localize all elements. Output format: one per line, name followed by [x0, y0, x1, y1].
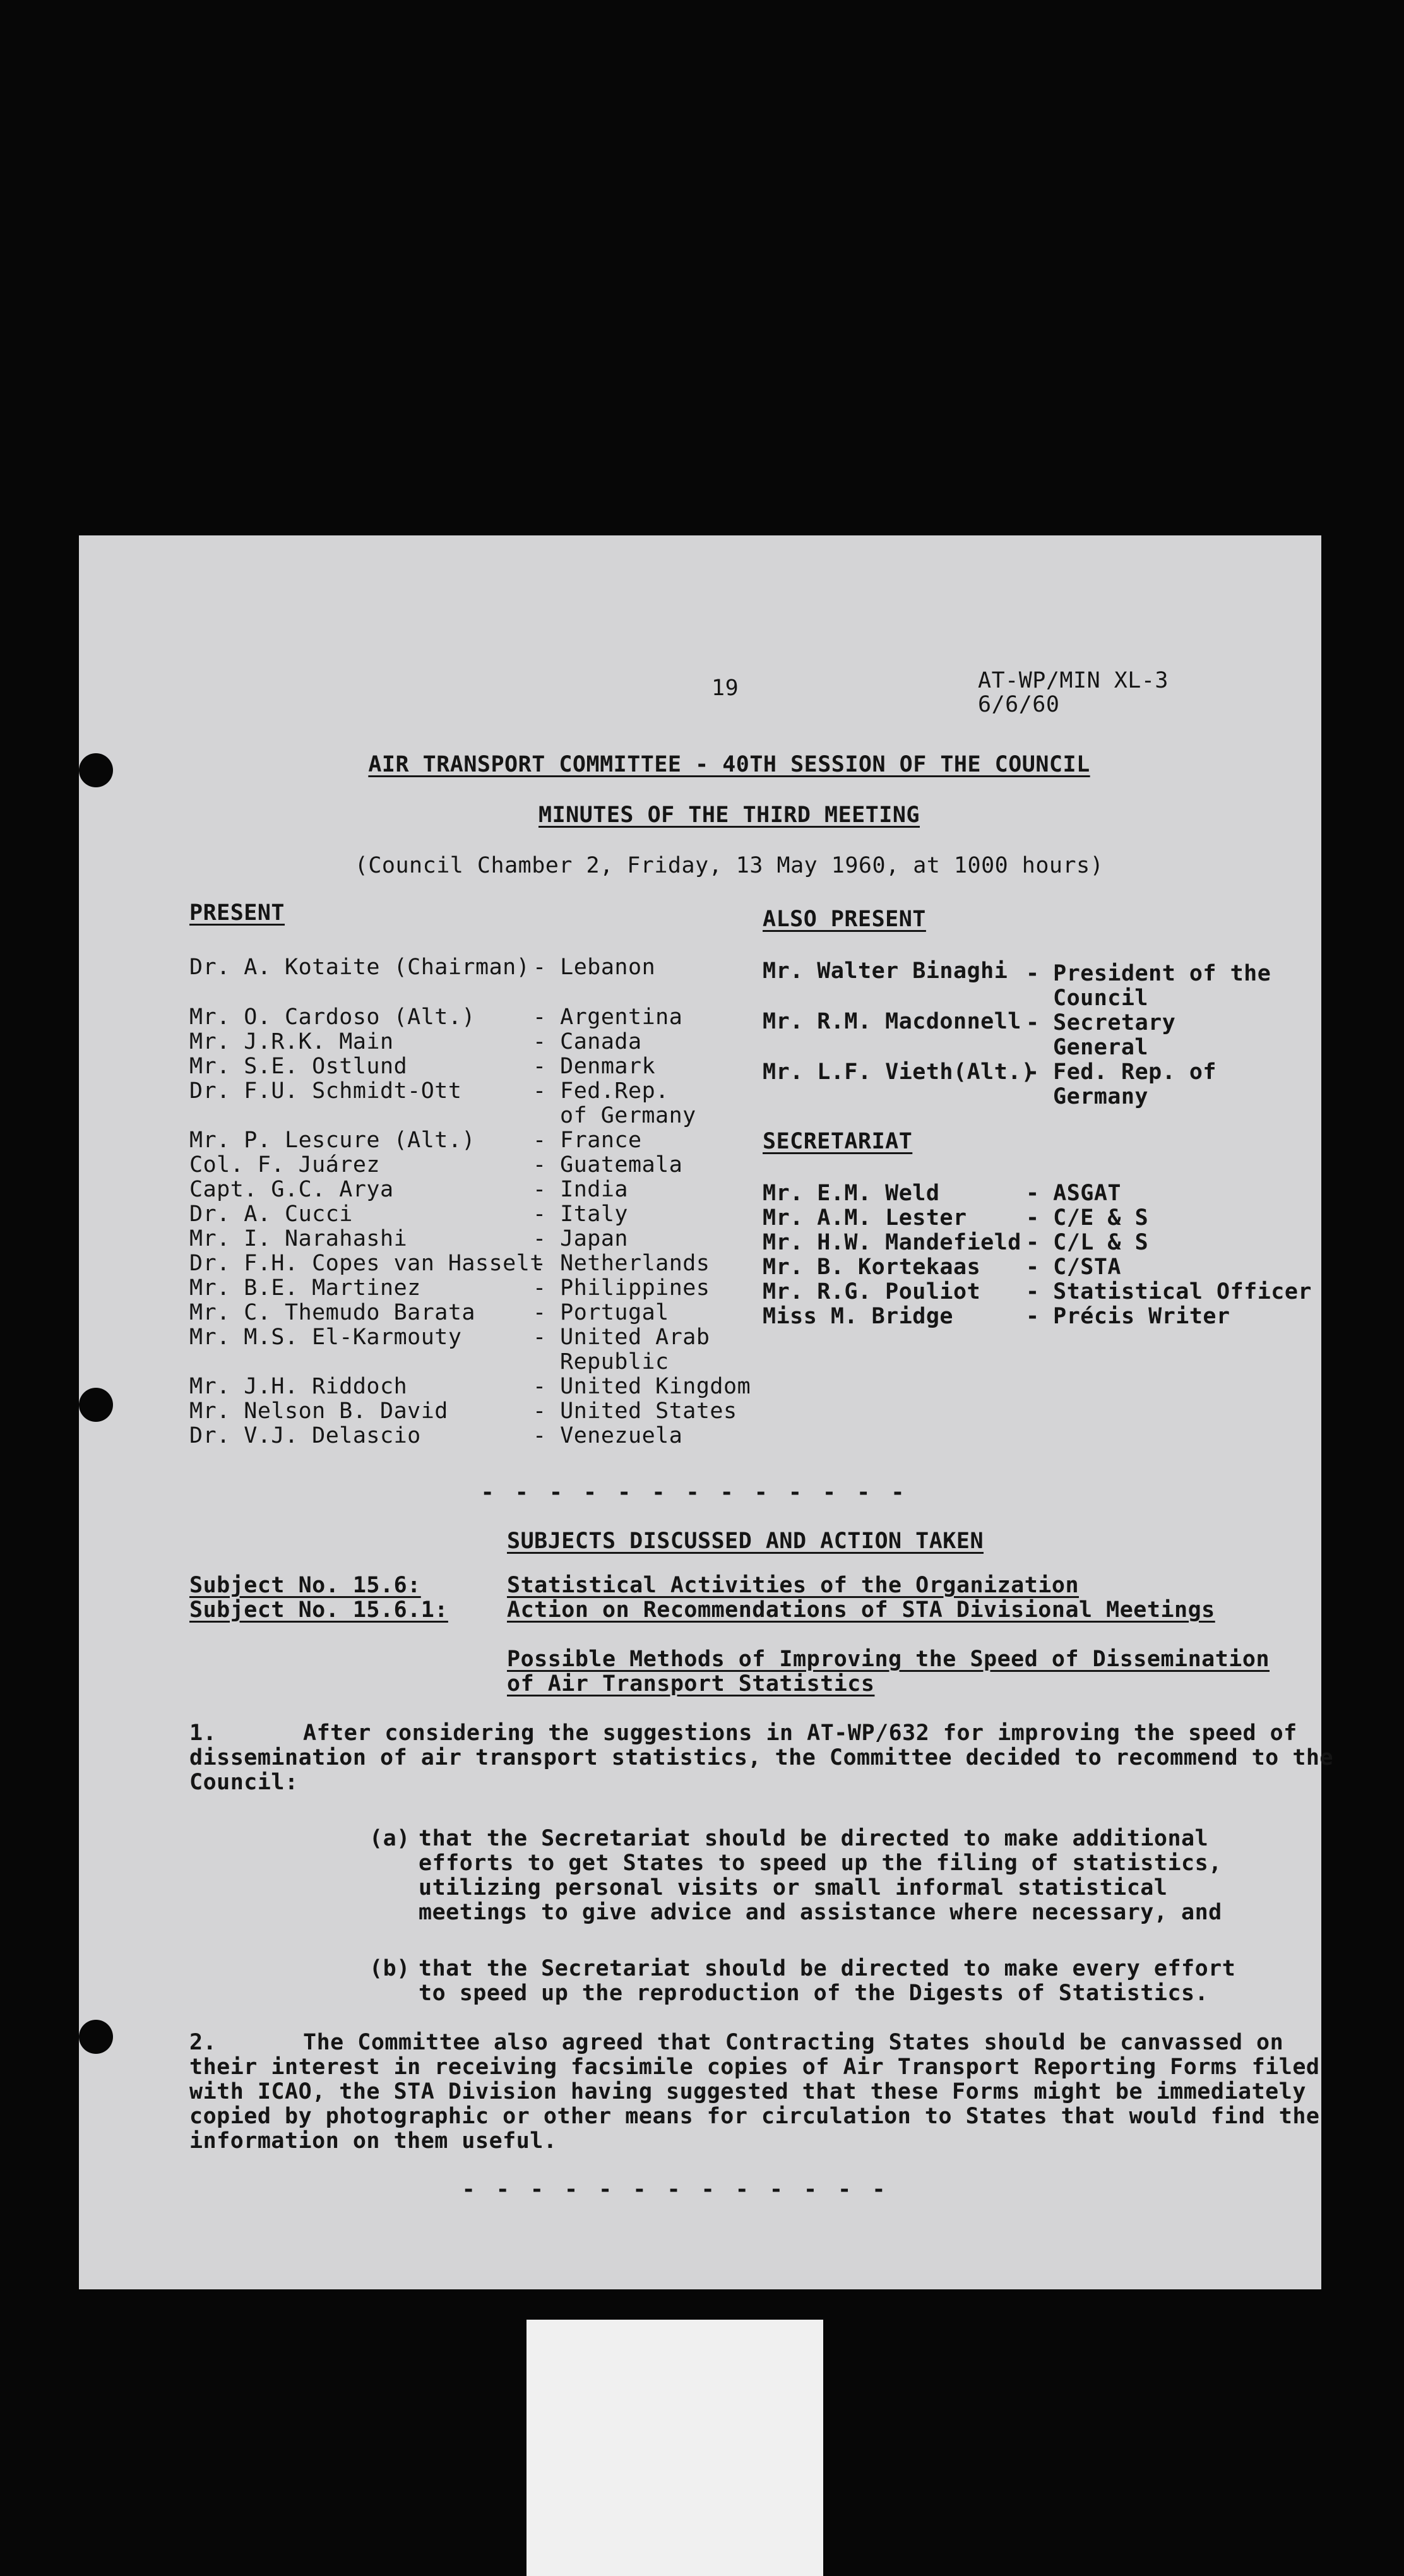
item-line: utilizing personal visits or small informal statistical	[419, 1875, 1168, 1900]
list-item: of Germany	[560, 1103, 696, 1128]
item-line: meetings to give advice and assistance where necessary, and	[419, 1900, 1222, 1925]
secretariat-heading: SECRETARIAT	[763, 1129, 913, 1154]
list-item: - Japan	[533, 1226, 629, 1251]
list-item: - Italy	[533, 1202, 629, 1227]
list-item: Council	[1053, 986, 1149, 1011]
paragraph-line: The Committee also agreed that Contracting States should be canvassed on	[303, 2030, 1284, 2055]
list-item: - United Kingdom	[533, 1374, 751, 1399]
list-item: - Fed. Rep. of	[1026, 1059, 1217, 1085]
list-item: - C/L & S	[1026, 1230, 1149, 1255]
list-item: Dr. F.U. Schmidt-Ott	[189, 1078, 462, 1104]
paragraph-line: Council:	[189, 1770, 299, 1795]
separator-line: - - - - - - - - - - - - -	[461, 2177, 889, 2202]
list-item: Mr. I. Narahashi	[189, 1226, 408, 1251]
list-item: Mr. A.M. Lester	[763, 1205, 967, 1231]
list-item: Miss M. Bridge	[763, 1304, 954, 1329]
list-item: Col. F. Juárez	[189, 1152, 381, 1178]
paragraph-line: copied by photographic or other means for circulation to States that would find the	[189, 2104, 1320, 2129]
list-item: - Venezuela	[533, 1423, 683, 1448]
list-item: - C/STA	[1026, 1255, 1122, 1280]
item-line: that the Secretariat should be directed to make additional	[419, 1826, 1209, 1851]
paragraph-number: 1.	[189, 1720, 217, 1746]
list-item: - Secretary	[1026, 1010, 1176, 1035]
binder-hole	[79, 2020, 113, 2054]
subject-label: Subject No. 15.6:	[189, 1573, 421, 1598]
list-item: - Statistical Officer	[1026, 1279, 1312, 1304]
subtopic-title: Possible Methods of Improving the Speed of Dissemination	[507, 1647, 1270, 1672]
list-item: Mr. L.F. Vieth(Alt.)	[763, 1059, 1035, 1085]
list-item: Mr. R.G. Pouliot	[763, 1279, 981, 1304]
list-item: Mr. M.S. El-Karmouty	[189, 1325, 462, 1350]
meeting-details: (Council Chamber 2, Friday, 13 May 1960, at 1000 hours)	[354, 853, 1104, 878]
list-item: - France	[533, 1128, 642, 1153]
separator-line: - - - - - - - - - - - - -	[480, 1480, 908, 1505]
list-item: Mr. H.W. Mandefield	[763, 1230, 1021, 1255]
list-item: - Lebanon	[533, 955, 656, 980]
subject-title: Statistical Activities of the Organization	[507, 1573, 1080, 1598]
minutes-title: MINUTES OF THE THIRD MEETING	[538, 802, 920, 828]
list-item: Capt. G.C. Arya	[189, 1177, 394, 1202]
page-number: 19	[711, 676, 739, 701]
paragraph-line: After considering the suggestions in AT-WP/632 for improving the speed of	[303, 1720, 1297, 1746]
list-item: Mr. B. Kortekaas	[763, 1255, 981, 1280]
list-item: - Argentina	[533, 1005, 683, 1030]
list-item: Mr. Nelson B. David	[189, 1398, 448, 1424]
paper-slip	[526, 2320, 823, 2576]
list-item: Mr. B.E. Martinez	[189, 1275, 421, 1301]
paragraph-line: information on them useful.	[189, 2128, 557, 2154]
paragraph-line: dissemination of air transport statistics, the Committee decided to recommend to the	[189, 1745, 1334, 1770]
list-item: Mr. P. Lescure (Alt.)	[189, 1128, 476, 1153]
list-item: - President of the	[1026, 961, 1271, 986]
list-item: General	[1053, 1035, 1149, 1060]
list-item: Mr. E.M. Weld	[763, 1181, 940, 1206]
item-line: to speed up the reproduction of the Digests of Statistics.	[419, 1981, 1209, 2006]
binder-hole	[79, 1388, 113, 1422]
document-page	[79, 535, 1334, 2289]
paragraph-line: their interest in receiving facsimile copies of Air Transport Reporting Forms filed	[189, 2054, 1320, 2080]
list-item: Mr. S.E. Ostlund	[189, 1054, 408, 1079]
list-item: Republic	[560, 1349, 669, 1374]
list-item: - ASGAT	[1026, 1181, 1122, 1206]
subject-title: Action on Recommendations of STA Divisional Meetings	[507, 1597, 1215, 1623]
list-item: - Fed.Rep.	[533, 1078, 669, 1104]
list-item: - Philippines	[533, 1275, 710, 1301]
list-item: - United States	[533, 1398, 737, 1424]
subject-label: Subject No. 15.6.1:	[189, 1597, 448, 1623]
list-item: Mr. J.H. Riddoch	[189, 1374, 408, 1399]
list-item: - Guatemala	[533, 1152, 683, 1178]
also-present-heading: ALSO PRESENT	[763, 907, 926, 932]
list-item: - Denmark	[533, 1054, 656, 1079]
item-label: (b)	[369, 1956, 410, 1981]
binder-hole	[79, 753, 113, 787]
document-date: 6/6/60	[978, 692, 1060, 717]
item-line: efforts to get States to speed up the filing of statistics,	[419, 1851, 1222, 1876]
list-item: Mr. C. Themudo Barata	[189, 1300, 476, 1325]
list-item: - Portugal	[533, 1300, 669, 1325]
list-item: - C/E & S	[1026, 1205, 1149, 1231]
subjects-heading: SUBJECTS DISCUSSED AND ACTION TAKEN	[507, 1529, 984, 1554]
item-label: (a)	[369, 1826, 410, 1851]
list-item: Dr. A. Cucci	[189, 1202, 353, 1227]
document-reference: AT-WP/MIN XL-3	[978, 668, 1169, 693]
paragraph-line: with ICAO, the STA Division having suggested that these Forms might be immediately	[189, 2079, 1306, 2104]
list-item: Mr. J.R.K. Main	[189, 1029, 394, 1054]
list-item: Dr. V.J. Delascio	[189, 1423, 421, 1448]
subtopic-title: of Air Transport Statistics	[507, 1671, 875, 1696]
list-item: Mr. Walter Binaghi	[763, 958, 1008, 984]
list-item: - Netherlands	[533, 1251, 710, 1276]
committee-title: AIR TRANSPORT COMMITTEE - 40TH SESSION OF THE COUNCIL	[368, 752, 1090, 777]
list-item: Germany	[1053, 1084, 1149, 1109]
paragraph-number: 2.	[189, 2030, 217, 2055]
list-item: Dr. A. Kotaite (Chairman)	[189, 955, 530, 980]
list-item: - India	[533, 1177, 629, 1202]
list-item: - Canada	[533, 1029, 642, 1054]
list-item: Dr. F.H. Copes van Hasselt	[189, 1251, 544, 1276]
list-item: - Précis Writer	[1026, 1304, 1230, 1329]
present-heading: PRESENT	[189, 900, 285, 926]
list-item: Mr. O. Cardoso (Alt.)	[189, 1005, 476, 1030]
list-item: - United Arab	[533, 1325, 710, 1350]
item-line: that the Secretariat should be directed to make every effort	[419, 1956, 1236, 1981]
list-item: Mr. R.M. Macdonnell	[763, 1009, 1021, 1034]
